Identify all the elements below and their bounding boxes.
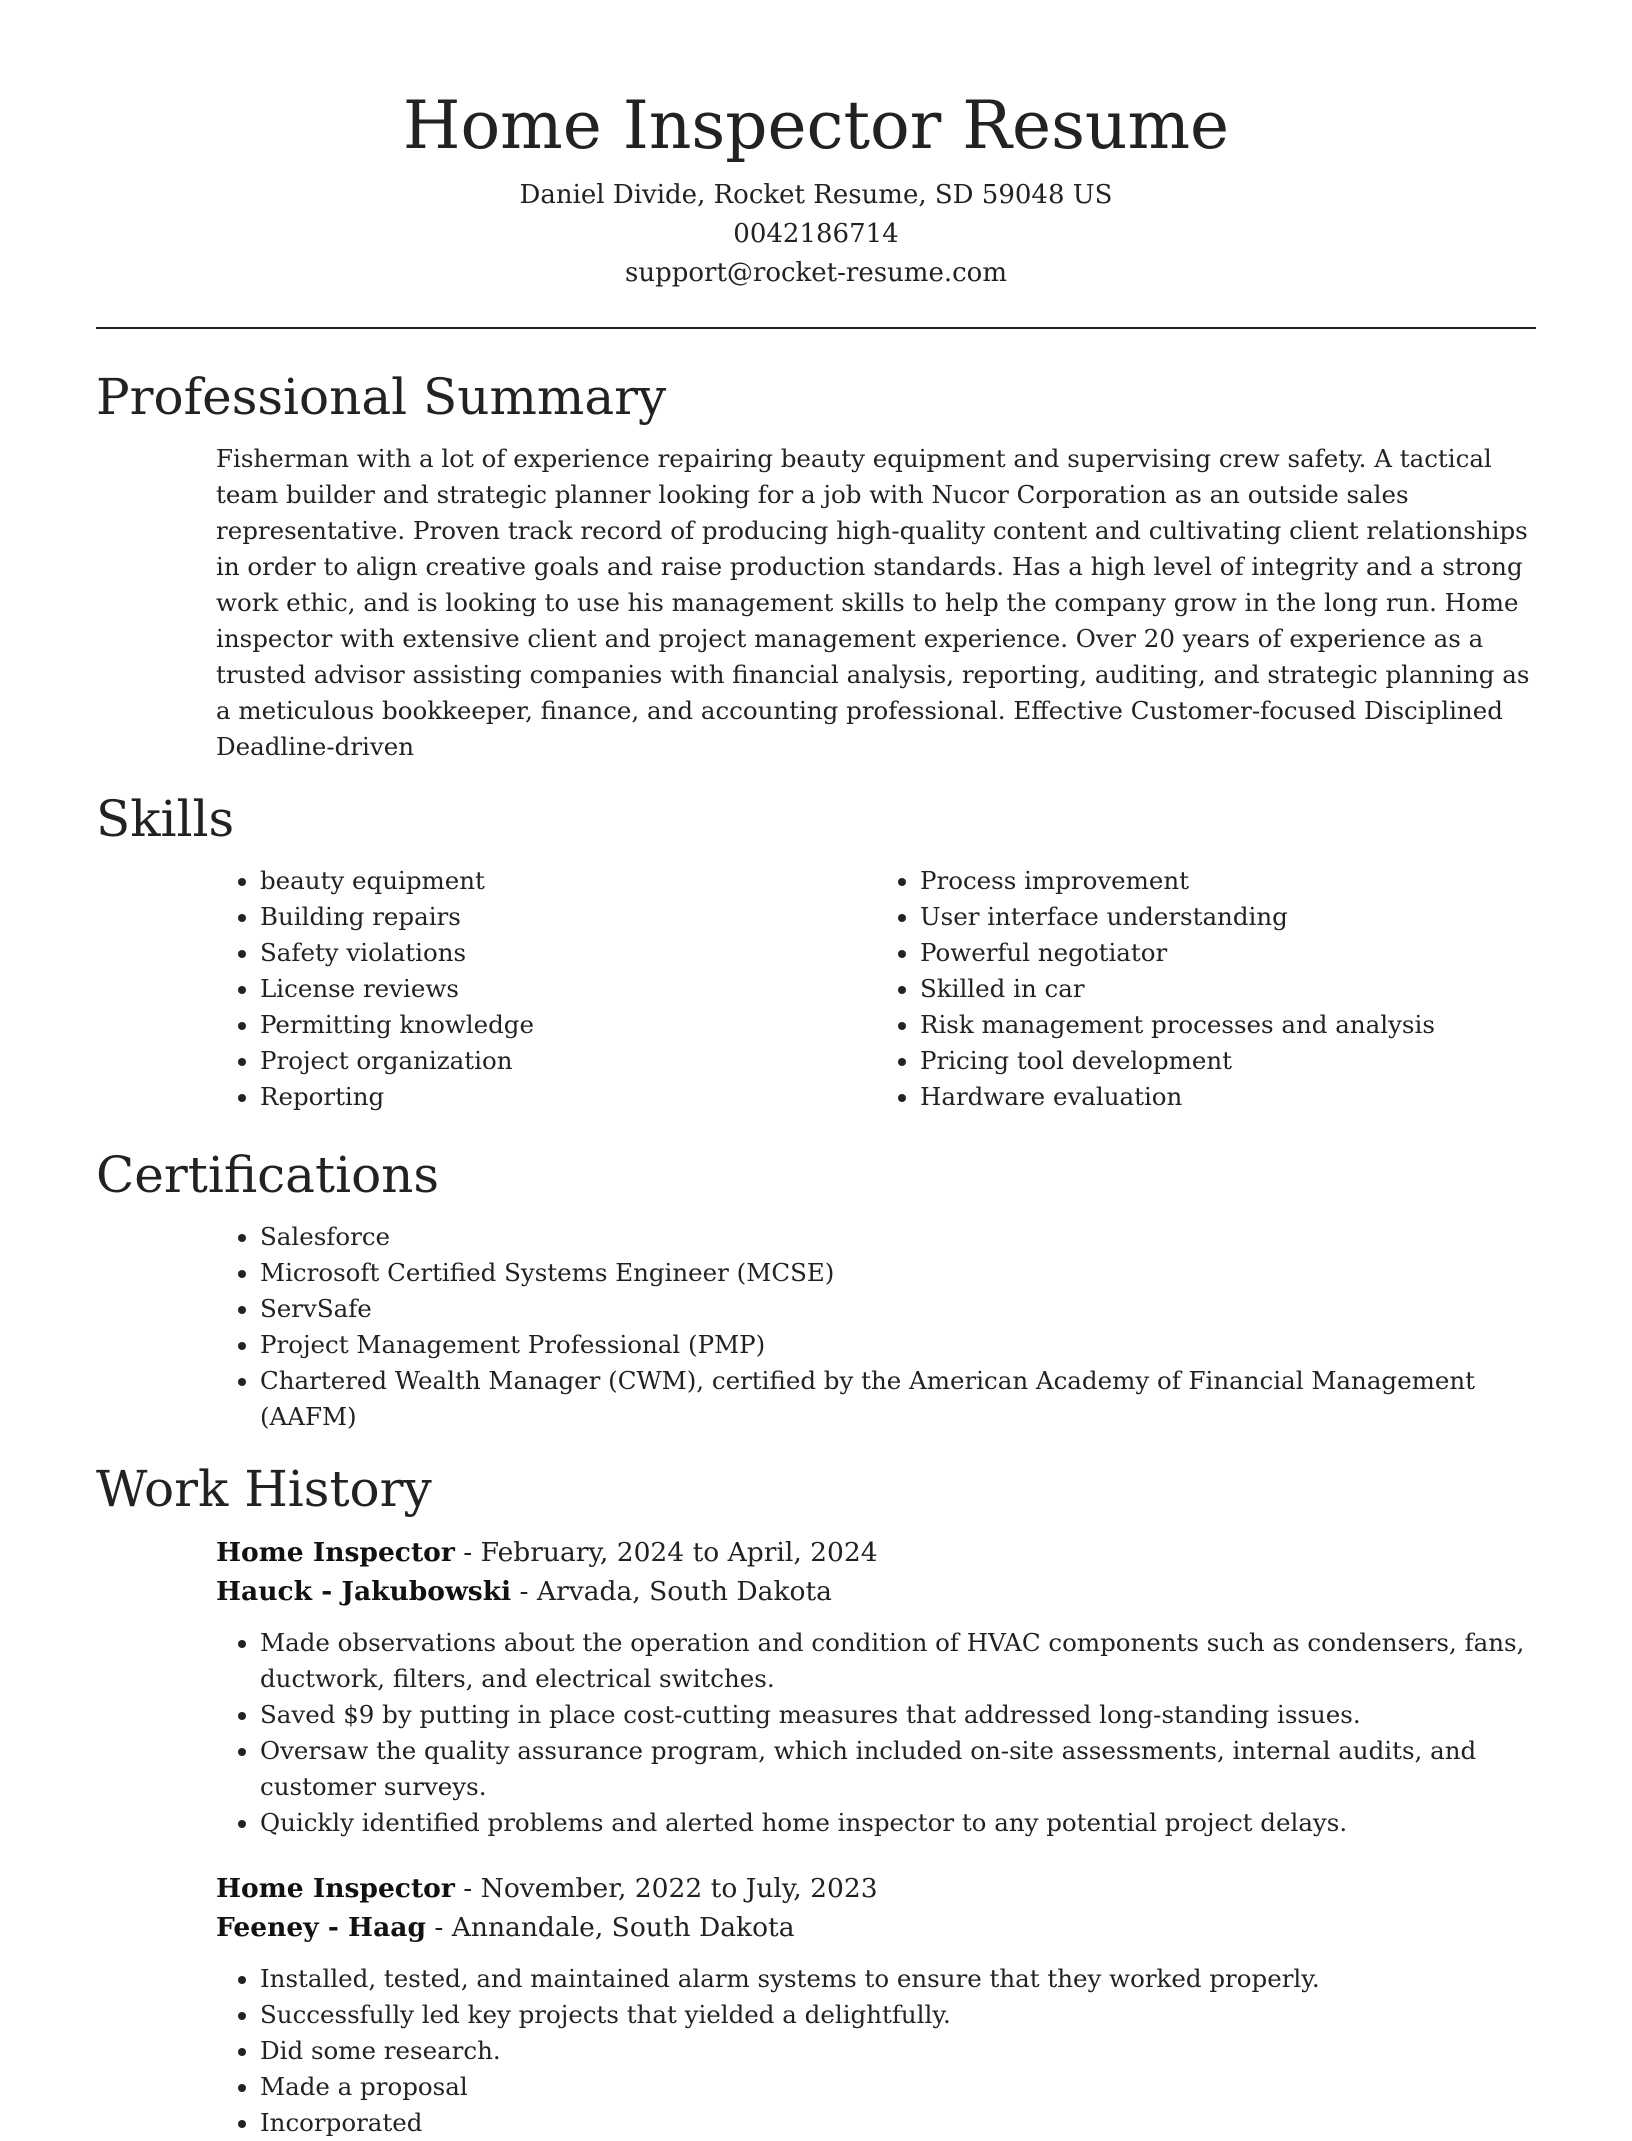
summary-heading: Professional Summary: [96, 368, 667, 426]
skills-heading: Skills: [96, 790, 235, 848]
skills-list-right: [876, 863, 1536, 1115]
job-bullet: • Installed, tested, and maintained alarm systems to ensure that they worked properly.: [260, 1961, 1536, 1997]
job-dates: - November, 2022 to July, 2023: [454, 1873, 878, 1904]
skill-item: • Skilled in car: [920, 971, 1536, 1007]
job-bullet: • Made observations about the operation and condition of HVAC components such as condensers, fans, ductwork, filters, and electrical switches.: [260, 1625, 1536, 1697]
job-bullet: • Oversaw the quality assurance program, which included on-site assessments, internal audits, and customer surveys.: [260, 1733, 1536, 1805]
skill-item: • Risk management processes and analysis: [920, 1007, 1536, 1043]
contact-block: [96, 176, 1536, 293]
header-divider: [96, 327, 1536, 329]
contact-email: support@rocket-resume.com: [624, 258, 1007, 288]
skill-item: • Process improvement: [920, 863, 1536, 899]
skill-item: • Permitting knowledge: [260, 1007, 876, 1043]
certifications-block: [216, 1219, 1536, 1435]
job-company: Feeney - Haag: [216, 1912, 426, 1943]
job-bullets: [216, 1625, 1536, 1841]
job-bullet: • Saved $9 by putting in place cost-cutting measures that addressed long-standing issues.: [260, 1697, 1536, 1733]
job-bullet: • Did some research.: [260, 2033, 1536, 2069]
skill-item: • Powerful negotiator: [920, 935, 1536, 971]
skill-item: • License reviews: [260, 971, 876, 1007]
job-bullet: • Incorporated: [260, 2105, 1536, 2141]
job-company-line: [216, 1908, 1536, 1947]
job-entry: [216, 1869, 1536, 2141]
job-location: - Arvada, South Dakota: [511, 1576, 832, 1607]
resume-page: [96, 0, 1536, 2141]
job-entry: [216, 1533, 1536, 1841]
contact-address: Daniel Divide, Rocket Resume, SD 59048 US: [519, 180, 1113, 210]
skills-columns: [216, 863, 1536, 1115]
certification-item: • ServSafe: [260, 1291, 1536, 1327]
job-title: Home Inspector: [216, 1537, 455, 1568]
job-company: Hauck - Jakubowski: [216, 1576, 512, 1607]
job-bullets: [216, 1961, 1536, 2141]
summary-text: Fisherman with a lot of experience repairing beauty equipment and supervising crew safety. A tactical team builder and strategic planner looking for a job with Nucor Corporation as an outside sales representative. Proven track record of producing high-quality content and cultivating client relationships in order to align creative goals and raise production standards. Has a high level of integrity and a strong work ethic, and is looking to use his management skills to help the company grow in the long run. Home inspector with extensive client and project management experience. Over 20 years of experience as a trusted advisor assisting companies with financial analysis, reporting, auditing, and strategic planning as a meticulous bookkeeper, finance, and accounting professional. Effective Customer-focused Disciplined Deadline-driven: [216, 444, 1530, 761]
job-bullet: • Quickly identified problems and alerted home inspector to any potential project delays.: [260, 1805, 1536, 1841]
job-title: Home Inspector: [216, 1873, 455, 1904]
job-location: - Annandale, South Dakota: [425, 1912, 795, 1943]
work-history-section: [96, 1457, 1536, 2141]
job-company-line: [216, 1572, 1536, 1611]
work-history-heading: Work History: [96, 1460, 432, 1518]
skills-list-left: [216, 863, 876, 1115]
skill-item: • Pricing tool development: [920, 1043, 1536, 1079]
certification-item: • Salesforce: [260, 1219, 1536, 1255]
certifications-section: [96, 1143, 1536, 1435]
certifications-list: [216, 1219, 1536, 1435]
skill-item: • beauty equipment: [260, 863, 876, 899]
skill-item: • User interface understanding: [920, 899, 1536, 935]
resume-title: Home Inspector Resume: [402, 87, 1230, 164]
skills-section: [96, 787, 1536, 1115]
job-title-line: [216, 1869, 1536, 1908]
skill-item: • Project organization: [260, 1043, 876, 1079]
skill-item: • Safety violations: [260, 935, 876, 971]
job-bullet: • Made a proposal: [260, 2069, 1536, 2105]
certifications-heading: Certifications: [96, 1146, 440, 1204]
certification-item: • Project Management Professional (PMP): [260, 1327, 1536, 1363]
certification-item: • Microsoft Certified Systems Engineer (MCSE): [260, 1255, 1536, 1291]
summary-section: [96, 365, 1536, 765]
skill-item: • Hardware evaluation: [920, 1079, 1536, 1115]
skill-item: • Building repairs: [260, 899, 876, 935]
contact-phone: 0042186714: [733, 219, 899, 249]
certification-item: • Chartered Wealth Manager (CWM), certified by the American Academy of Financial Management (AAFM): [260, 1363, 1536, 1435]
job-bullet: • Successfully led key projects that yielded a delightfully.: [260, 1997, 1536, 2033]
skill-item: • Reporting: [260, 1079, 876, 1115]
job-title-line: [216, 1533, 1536, 1572]
job-dates: - February, 2024 to April, 2024: [454, 1537, 878, 1568]
